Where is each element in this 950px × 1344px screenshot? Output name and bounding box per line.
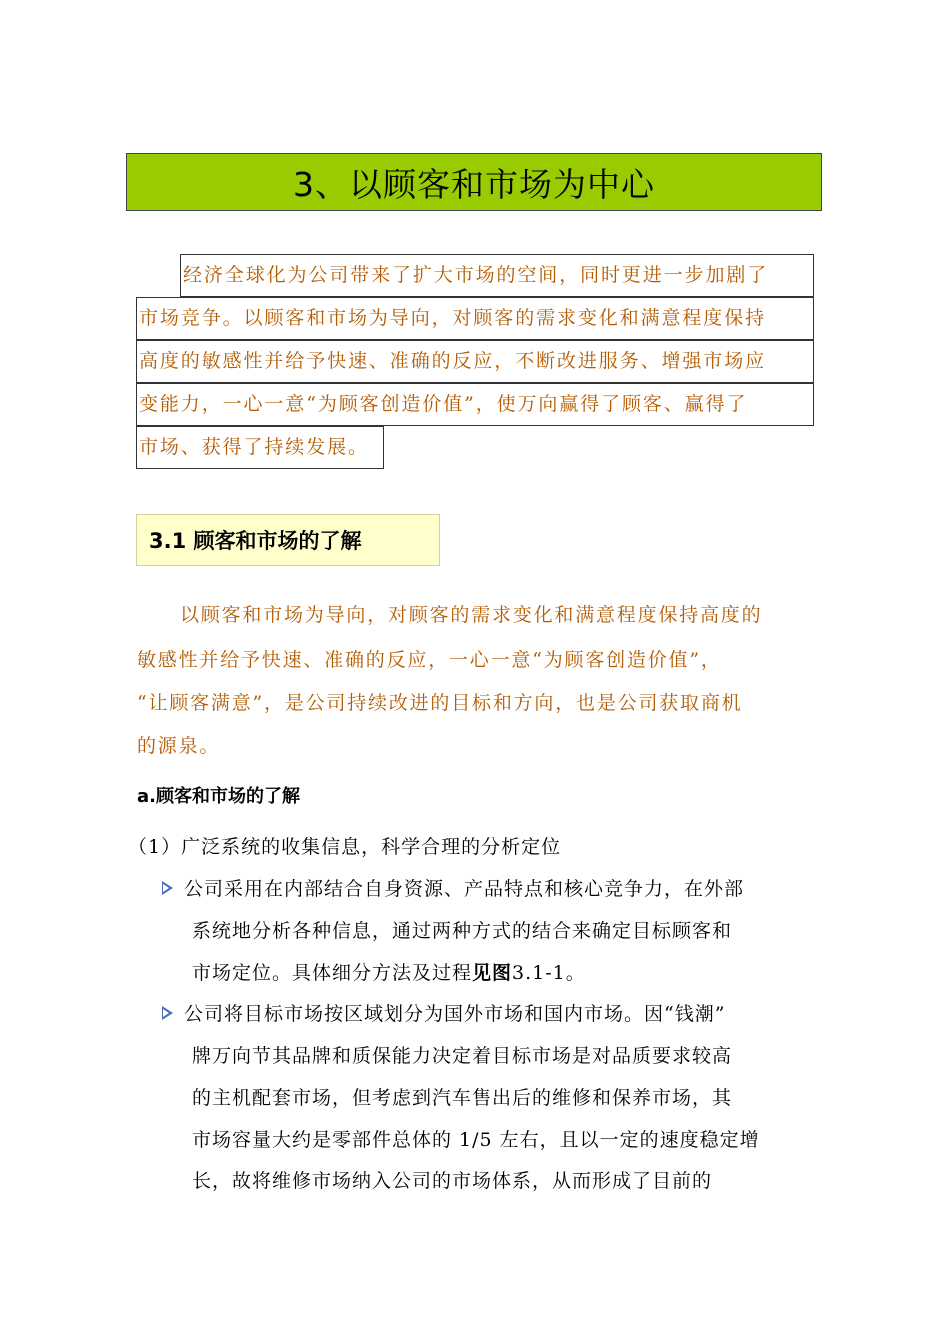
- bullet-line: 的主机配套市场，但考虑到汽车售出后的维修和保养市场，其: [192, 1087, 733, 1109]
- section-heading: 3.1 顾客和市场的了解: [149, 529, 362, 553]
- section-heading-box: [136, 514, 440, 566]
- intro-line: 市场竞争。以顾客和市场为导向，对顾客的需求变化和满意程度保持: [136, 297, 814, 340]
- bullet-text: 市场定位。具体细分方法及过程: [192, 962, 473, 984]
- page-title-box: [126, 153, 822, 211]
- bullet-line: 牌万向节其品牌和质保能力决定着目标市场是对品质要求较高: [192, 1045, 733, 1067]
- intro-line: 经济全球化为公司带来了扩大市场的空间，同时更进一步加剧了: [180, 254, 814, 297]
- subheading: a.顾客和市场的了解: [137, 786, 300, 807]
- paragraph-line: 敏感性并给予快速、准确的反应，一心一意“为顾客创造价值”，: [137, 649, 722, 671]
- page-title: 3、以顾客和市场为中心: [293, 164, 655, 204]
- bullet-text: 3.1-1。: [512, 962, 586, 984]
- bullet-line: 公司将目标市场按区域划分为国外市场和国内市场。因“钱潮”: [184, 1003, 726, 1025]
- paragraph-line: 以顾客和市场为导向，对顾客的需求变化和满意程度保持高度的: [180, 604, 763, 626]
- intro-line: 市场、获得了持续发展。: [136, 426, 384, 469]
- item-title: （1）广泛系统的收集信息，科学合理的分析定位: [128, 836, 562, 858]
- bullet-line: [192, 958, 586, 985]
- bullet-line: 长，故将维修市场纳入公司的市场体系，从而形成了目前的: [192, 1170, 713, 1192]
- bullet-line: 系统地分析各种信息，通过两种方式的结合来确定目标顾客和: [192, 920, 733, 942]
- paragraph-line: 的源泉。: [137, 735, 221, 757]
- bullet-line: 市场容量大约是零部件总体的 1/5 左右，且以一定的速度稳定增: [192, 1129, 760, 1151]
- arrow-bullet-icon: [162, 881, 173, 895]
- paragraph-line: “让顾客满意”，是公司持续改进的目标和方向，也是公司获取商机: [137, 692, 743, 714]
- arrow-bullet-icon: [162, 1006, 173, 1020]
- intro-line: 变能力，一心一意“为顾客创造价值”，使万向赢得了顾客、赢得了: [136, 383, 814, 426]
- bullet-line: 公司采用在内部结合自身资源、产品特点和核心竞争力，在外部: [184, 878, 745, 900]
- figure-reference: 见图: [472, 962, 513, 984]
- intro-line: 高度的敏感性并给予快速、准确的反应，不断改进服务、增强市场应: [136, 340, 814, 383]
